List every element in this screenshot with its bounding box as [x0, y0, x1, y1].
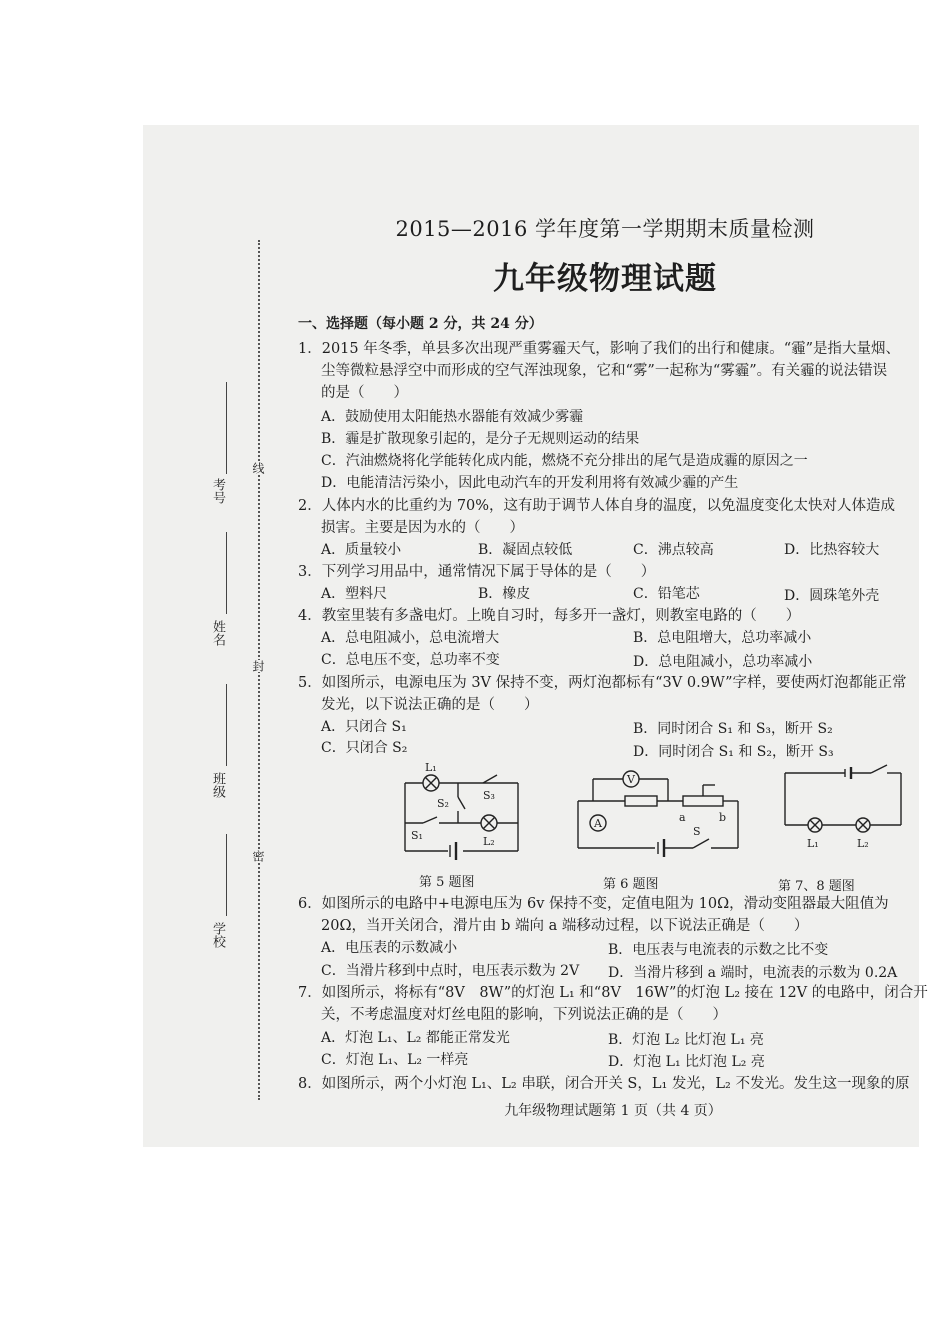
q5-option-b[interactable]: B．同时闭合 S₁ 和 S₃，断开 S₂ [633, 721, 833, 737]
content-area [143, 125, 928, 1147]
q4-option-d[interactable]: D．总电阻减小，总功率减小 [633, 654, 813, 670]
q3-option-c[interactable]: C．铅笔芯 [633, 586, 700, 602]
page-footer: 九年级物理试题第 1 页（共 4 页） [504, 1103, 722, 1119]
fig5-label-l1: L₁ [425, 763, 437, 774]
q7-line2: 关，不考虑温度对灯丝电阻的影响，下列说法正确的是（ ） [321, 1007, 727, 1023]
label-xingming: 姓名 [210, 620, 225, 646]
figure-7-8 [785, 765, 901, 832]
q2-option-b[interactable]: B．凝固点较低 [478, 542, 573, 558]
q3-line1: 3．下列学习用品中，通常情况下属于导体的是（ ） [298, 564, 656, 580]
q2-line1: 2．人体内水的比重约为 70%，这有助于调节人体自身的温度，以免温度变化太快对人体造成 [298, 498, 896, 514]
q5-option-a[interactable]: A．只闭合 S₁ [321, 719, 407, 735]
q7-option-a[interactable]: A．灯泡 L₁、L₂ 都能正常发光 [321, 1030, 510, 1046]
cut-label-mi: 密 [251, 850, 265, 862]
q6-line1: 6．如图所示的电路中+电源电压为 6v 保持不变，定值电阻为 10Ω，滑动变阻器最大阻值为 [298, 896, 889, 912]
q5-option-d[interactable]: D．同时闭合 S₁ 和 S₂，断开 S₃ [633, 744, 834, 760]
q4-line1: 4．教室里装有多盏电灯。上晚自习时，每多开一盏灯，则教室电路的（ ） [298, 608, 801, 624]
fig6-caption: 第 6 题图 [603, 877, 659, 892]
q1-option-d[interactable]: D．电能清洁污染小，因此电动汽车的开发利用将有效减少霾的产生 [321, 475, 739, 491]
figure-6 [578, 771, 738, 857]
q6-option-d[interactable]: D．当滑片移到 a 端时，电流表的示数为 0.2A [608, 965, 898, 981]
q3-option-d[interactable]: D．圆珠笔外壳 [784, 588, 880, 604]
q1-line3: 的是（ ） [321, 385, 408, 401]
q6-option-c[interactable]: C．当滑片移到中点时，电压表示数为 2V [321, 963, 580, 979]
q1-option-b[interactable]: B．霾是扩散现象引起的，是分子无规则运动的结果 [321, 431, 640, 447]
q5-line1: 5．如图所示，电源电压为 3V 保持不变，两灯泡都标有“3V 0.9W”字样，要使两灯泡都能正常 [298, 675, 907, 691]
q7-option-c[interactable]: C．灯泡 L₁、L₂ 一样亮 [321, 1052, 469, 1068]
fig78-label-l2: L₂ [857, 837, 869, 850]
q1-option-c[interactable]: C．汽油燃烧将化学能转化成内能，燃烧不充分排出的尾气是造成霾的原因之一 [321, 453, 808, 469]
fig6-label-b-end: b [719, 811, 727, 824]
circuit-figures [393, 763, 950, 893]
fig5-label-s3: S₃ [483, 789, 495, 802]
q5-line2: 发光，以下说法正确的是（ ） [321, 697, 539, 713]
q4-option-a[interactable]: A．总电阻减小，总电流增大 [321, 630, 500, 646]
q6-line2: 20Ω，当开关闭合，滑片由 b 端向 a 端移动过程，以下说法正确是（ ） [321, 918, 809, 934]
q8-line1: 8．如图所示，两个小灯泡 L₁、L₂ 串联，闭合开关 S，L₁ 发光，L₂ 不发光。发生这一现象的原 [298, 1076, 910, 1092]
q1-option-a[interactable]: A．鼓励使用太阳能热水器能有效减少雾霾 [321, 409, 584, 425]
cut-label-feng: 封 [251, 660, 265, 672]
fig5-label-l2: L₂ [483, 835, 495, 848]
exam-title: 九年级物理试题 [493, 261, 717, 297]
q6-option-a[interactable]: A．电压表的示数减小 [321, 940, 458, 956]
cut-label-xian: 线 [251, 462, 265, 474]
q7-line1: 7．如图所示，将标有“8V 8W”的灯泡 L₁ 和“8V 16W”的灯泡 L₂ 接在 12V 的电路中，闭合开 [298, 985, 928, 1001]
label-xuexiao: 学校 [210, 922, 225, 948]
q3-option-a[interactable]: A．塑料尺 [321, 586, 388, 602]
q4-option-b[interactable]: B．总电阻增大，总功率减小 [633, 630, 812, 646]
q3-option-b[interactable]: B．橡皮 [478, 586, 531, 602]
q2-option-c[interactable]: C．沸点较高 [633, 542, 714, 558]
fig5-label-s2: S₂ [437, 797, 449, 810]
q6-option-b[interactable]: B．电压表与电流表的示数之比不变 [608, 942, 829, 958]
fig6-label-a: A [594, 817, 602, 830]
fig6-label-v: V [627, 773, 635, 786]
fig5-label-s1: S₁ [411, 829, 423, 842]
q1-line2: 尘等微粒悬浮空中而形成的空气浑浊现象，它和“雾”一起称为“雾霾”。有关霾的说法错误 [321, 363, 888, 379]
fig6-label-s: S [693, 825, 701, 838]
q7-option-d[interactable]: D．灯泡 L₁ 比灯泡 L₂ 亮 [608, 1054, 765, 1070]
fig78-caption: 第 7、8 题图 [778, 879, 855, 894]
q5-option-c[interactable]: C．只闭合 S₂ [321, 740, 408, 756]
fig5-caption: 第 5 题图 [419, 875, 475, 890]
label-banji: 班级 [210, 772, 225, 798]
label-kaohao: 考号 [210, 478, 225, 504]
q7-option-b[interactable]: B．灯泡 L₂ 比灯泡 L₁ 亮 [608, 1032, 764, 1048]
q2-line2: 损害。主要是因为水的（ ） [321, 520, 524, 536]
q2-option-d[interactable]: D．比热容较大 [784, 542, 880, 558]
fig6-label-a-end: a [679, 811, 686, 824]
q4-option-c[interactable]: C．总电压不变，总功率不变 [321, 652, 500, 668]
exam-header: 2015—2016 学年度第一学期期末质量检测 [395, 217, 815, 241]
q1-line1: 1．2015 年冬季，单县多次出现严重雾霾天气，影响了我们的出行和健康。“霾”是指大量烟、 [298, 341, 901, 357]
section-heading: 一、选择题（每小题 2 分，共 24 分） [298, 316, 543, 332]
fig78-label-l1: L₁ [807, 837, 819, 850]
rheostat-icon [683, 796, 723, 806]
figure-5 [405, 775, 518, 860]
q2-option-a[interactable]: A．质量较小 [321, 542, 402, 558]
